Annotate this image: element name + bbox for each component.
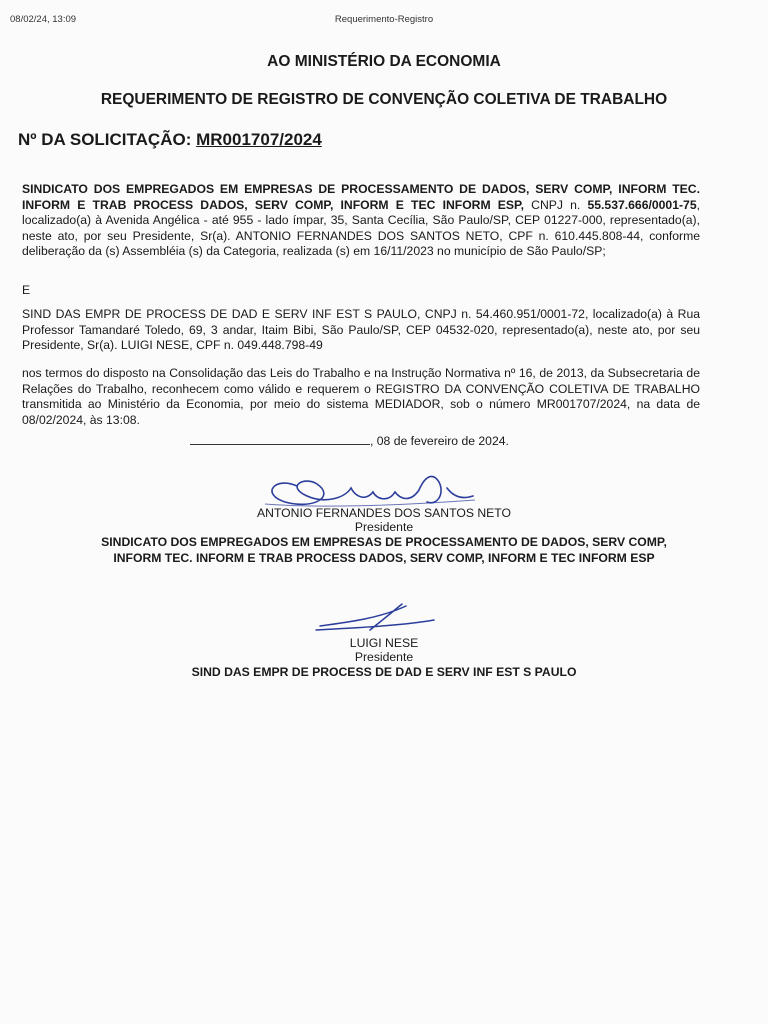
party1-cnpj-label: CNPJ n.: [524, 197, 588, 212]
signature-2-image: [310, 600, 440, 640]
request-number: MR001707/2024: [196, 130, 322, 149]
party1-paragraph: [22, 182, 700, 260]
print-page-title: Requerimento-Registro: [334, 14, 434, 25]
signatory1-org-line1: SINDICATO DOS EMPREGADOS EM EMPRESAS DE PROCESSAMENTO DE DADOS, SERV COMP,: [101, 535, 667, 549]
signatory1-org-line2: INFORM TEC. INFORM E TRAB PROCESS DADOS, SERV COMP, INFORM E TEC INFORM ESP: [113, 551, 655, 565]
date-text: , 08 de fevereiro de 2024.: [370, 434, 509, 448]
party2-paragraph: SIND DAS EMPR DE PROCESS DE DAD E SERV INF EST S PAULO, CNPJ n. 54.460.951/0001-72, localizado(a) à Rua Professor Tamandaré Toledo, 69, 3 andar, Itaim Bibi, São Paulo/SP, CEP 04532-020, representado(a), neste ato, por seu Presidente, Sr(a). LUIGI NESE, CPF n. 049.448.798-49: [22, 307, 700, 353]
document-title: REQUERIMENTO DE REGISTRO DE CONVENÇÃO COLETIVA DE TRABALHO: [100, 91, 668, 108]
signatory1-name: ANTONIO FERNANDES DOS SANTOS NETO: [257, 506, 511, 520]
signatory2-role: Presidente: [354, 650, 414, 664]
body-paragraph: nos termos do disposto na Consolidação das Leis do Trabalho e na Instrução Normativa nº 16, de 2013, da Subsecretaria de Relações do Trabalho, reconhecem como válido e requerem o REGISTRO DA CONVENÇÃO COLETIVA DE TRABALHO transmitida ao Ministério da Economia, por meio do sistema MEDIADOR, sob o número MR001707/2024, na data de 08/02/2024, às 13:08.: [22, 366, 700, 427]
party1-name: SINDICATO DOS EMPREGADOS EM EMPRESAS DE PROCESSAMENTO DE DADOS, SERV COMP, INFORM TEC. INFORM E TRAB PROCESS DADOS, SERV COMP, INFORM E TEC INFORM ESP,: [22, 182, 700, 212]
print-timestamp: 08/02/24, 13:09: [10, 14, 77, 25]
document-addressee: AO MINISTÉRIO DA ECONOMIA: [267, 53, 501, 70]
request-number-line: [18, 130, 322, 150]
request-label: Nº DA SOLICITAÇÃO:: [18, 130, 192, 149]
connector-text: E: [22, 283, 31, 297]
blank-location-line: [190, 444, 370, 445]
signatory2-org: SIND DAS EMPR DE PROCESS DE DAD E SERV INF EST S PAULO: [191, 665, 577, 679]
party1-cnpj: 55.537.666/0001-75: [587, 197, 697, 212]
party1-details: , localizado(a) à Avenida Angélica - até 955 - lado ímpar, 35, Santa Cecília, São Paulo/SP, CEP 01227-000, representado(a), neste ato, por seu Presidente, Sr(a). ANTONIO FERNANDES DOS SANTOS NETO, CPF n. 610.445.808-44, conforme deliberação da (s) Assembléia (s) da Categoria, realizada (s) em 16/11/2023 no município de São Paulo/SP;: [22, 197, 700, 259]
date-line: [190, 434, 509, 448]
signatory2-name: LUIGI NESE: [349, 636, 419, 650]
signatory1-role: Presidente: [354, 520, 414, 534]
